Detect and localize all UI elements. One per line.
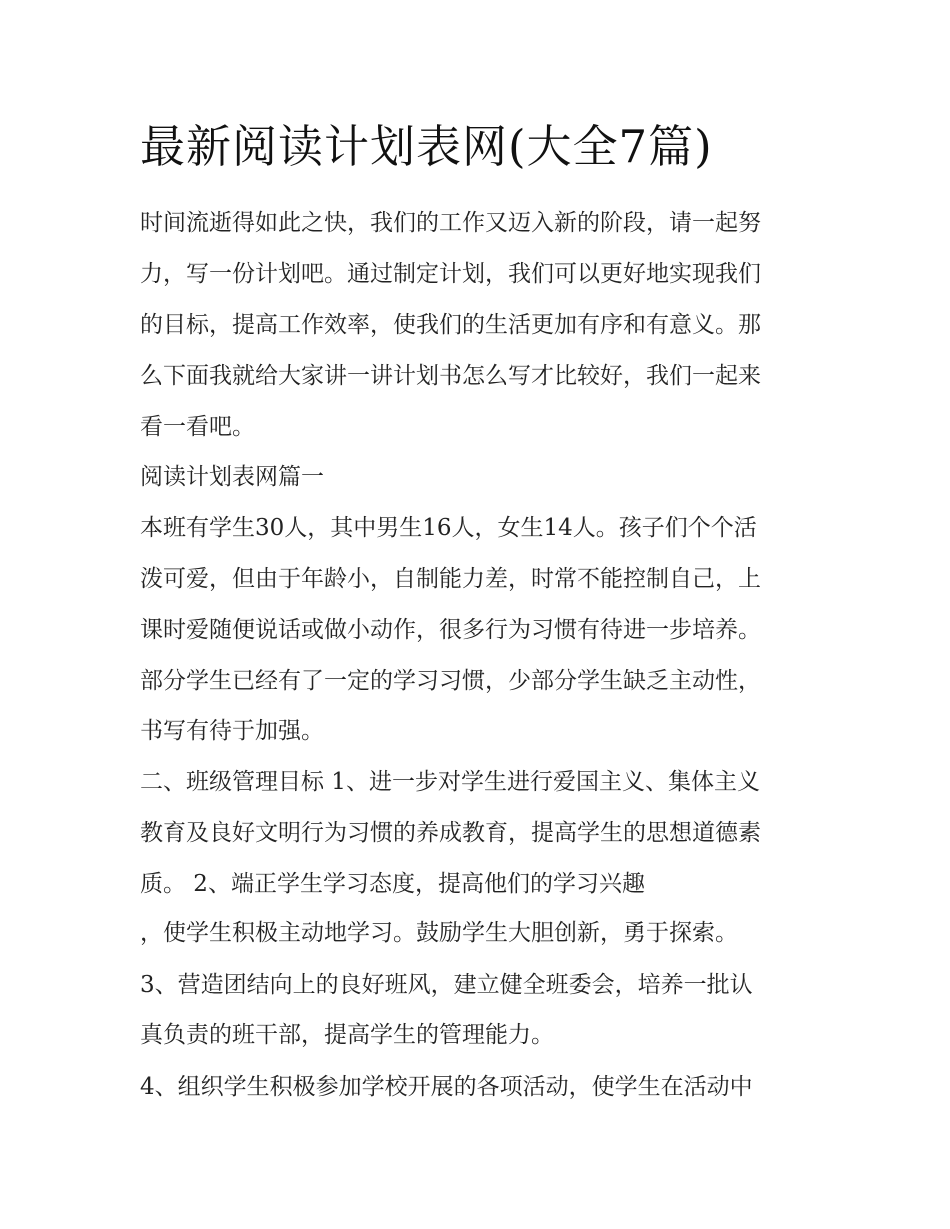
paragraph-line: 么下面我就给大家讲一讲计划书怎么写才比较好，我们一起来 xyxy=(140,363,761,389)
paragraph-line: 质。 2、端正学生学习态度，提高他们的学习兴趣 xyxy=(140,871,645,897)
paragraph-line: 课时爱随便说话或做小动作，很多行为习惯有待进一步培养。 xyxy=(140,617,761,643)
paragraph-line: 3、营造团结向上的良好班风，建立健全班委会，培养一批认 xyxy=(140,972,753,998)
paragraph-line: ，使学生积极主动地学习。鼓励学生大胆创新，勇于探索。 xyxy=(140,920,738,946)
paragraph-line: 本班有学生30人，其中男生16人，女生14人。孩子们个个活 xyxy=(140,515,757,541)
paragraph-line: 泼可爱，但由于年龄小，自制能力差，时常不能控制自己，上 xyxy=(140,566,761,592)
paragraph-line: 部分学生已经有了一定的学习习惯，少部分学生缺乏主动性， xyxy=(140,668,761,694)
paragraph-line: 真负责的班干部，提高学生的管理能力。 xyxy=(140,1022,554,1048)
section-heading: 阅读计划表网篇一 xyxy=(140,464,324,490)
paragraph-line: 二、班级管理目标 1、进一步对学生进行爱国主义、集体主义 xyxy=(140,769,760,795)
paragraph-line: 4、组织学生积极参加学校开展的各项活动，使学生在活动中 xyxy=(140,1074,753,1100)
paragraph-line: 书写有待于加强。 xyxy=(140,718,324,744)
paragraph-line: 教育及良好文明行为习惯的养成教育，提高学生的思想道德素 xyxy=(140,820,761,846)
paragraph-line: 的目标，提高工作效率，使我们的生活更加有序和有意义。那 xyxy=(140,312,761,338)
paragraph-line: 力，写一份计划吧。通过制定计划，我们可以更好地实现我们 xyxy=(140,261,761,287)
paragraph-line: 时间流逝得如此之快，我们的工作又迈入新的阶段，请一起努 xyxy=(140,210,761,236)
document-title: 最新阅读计划表网(大全7篇) xyxy=(140,120,713,173)
paragraph-line: 看一看吧。 xyxy=(140,414,255,440)
